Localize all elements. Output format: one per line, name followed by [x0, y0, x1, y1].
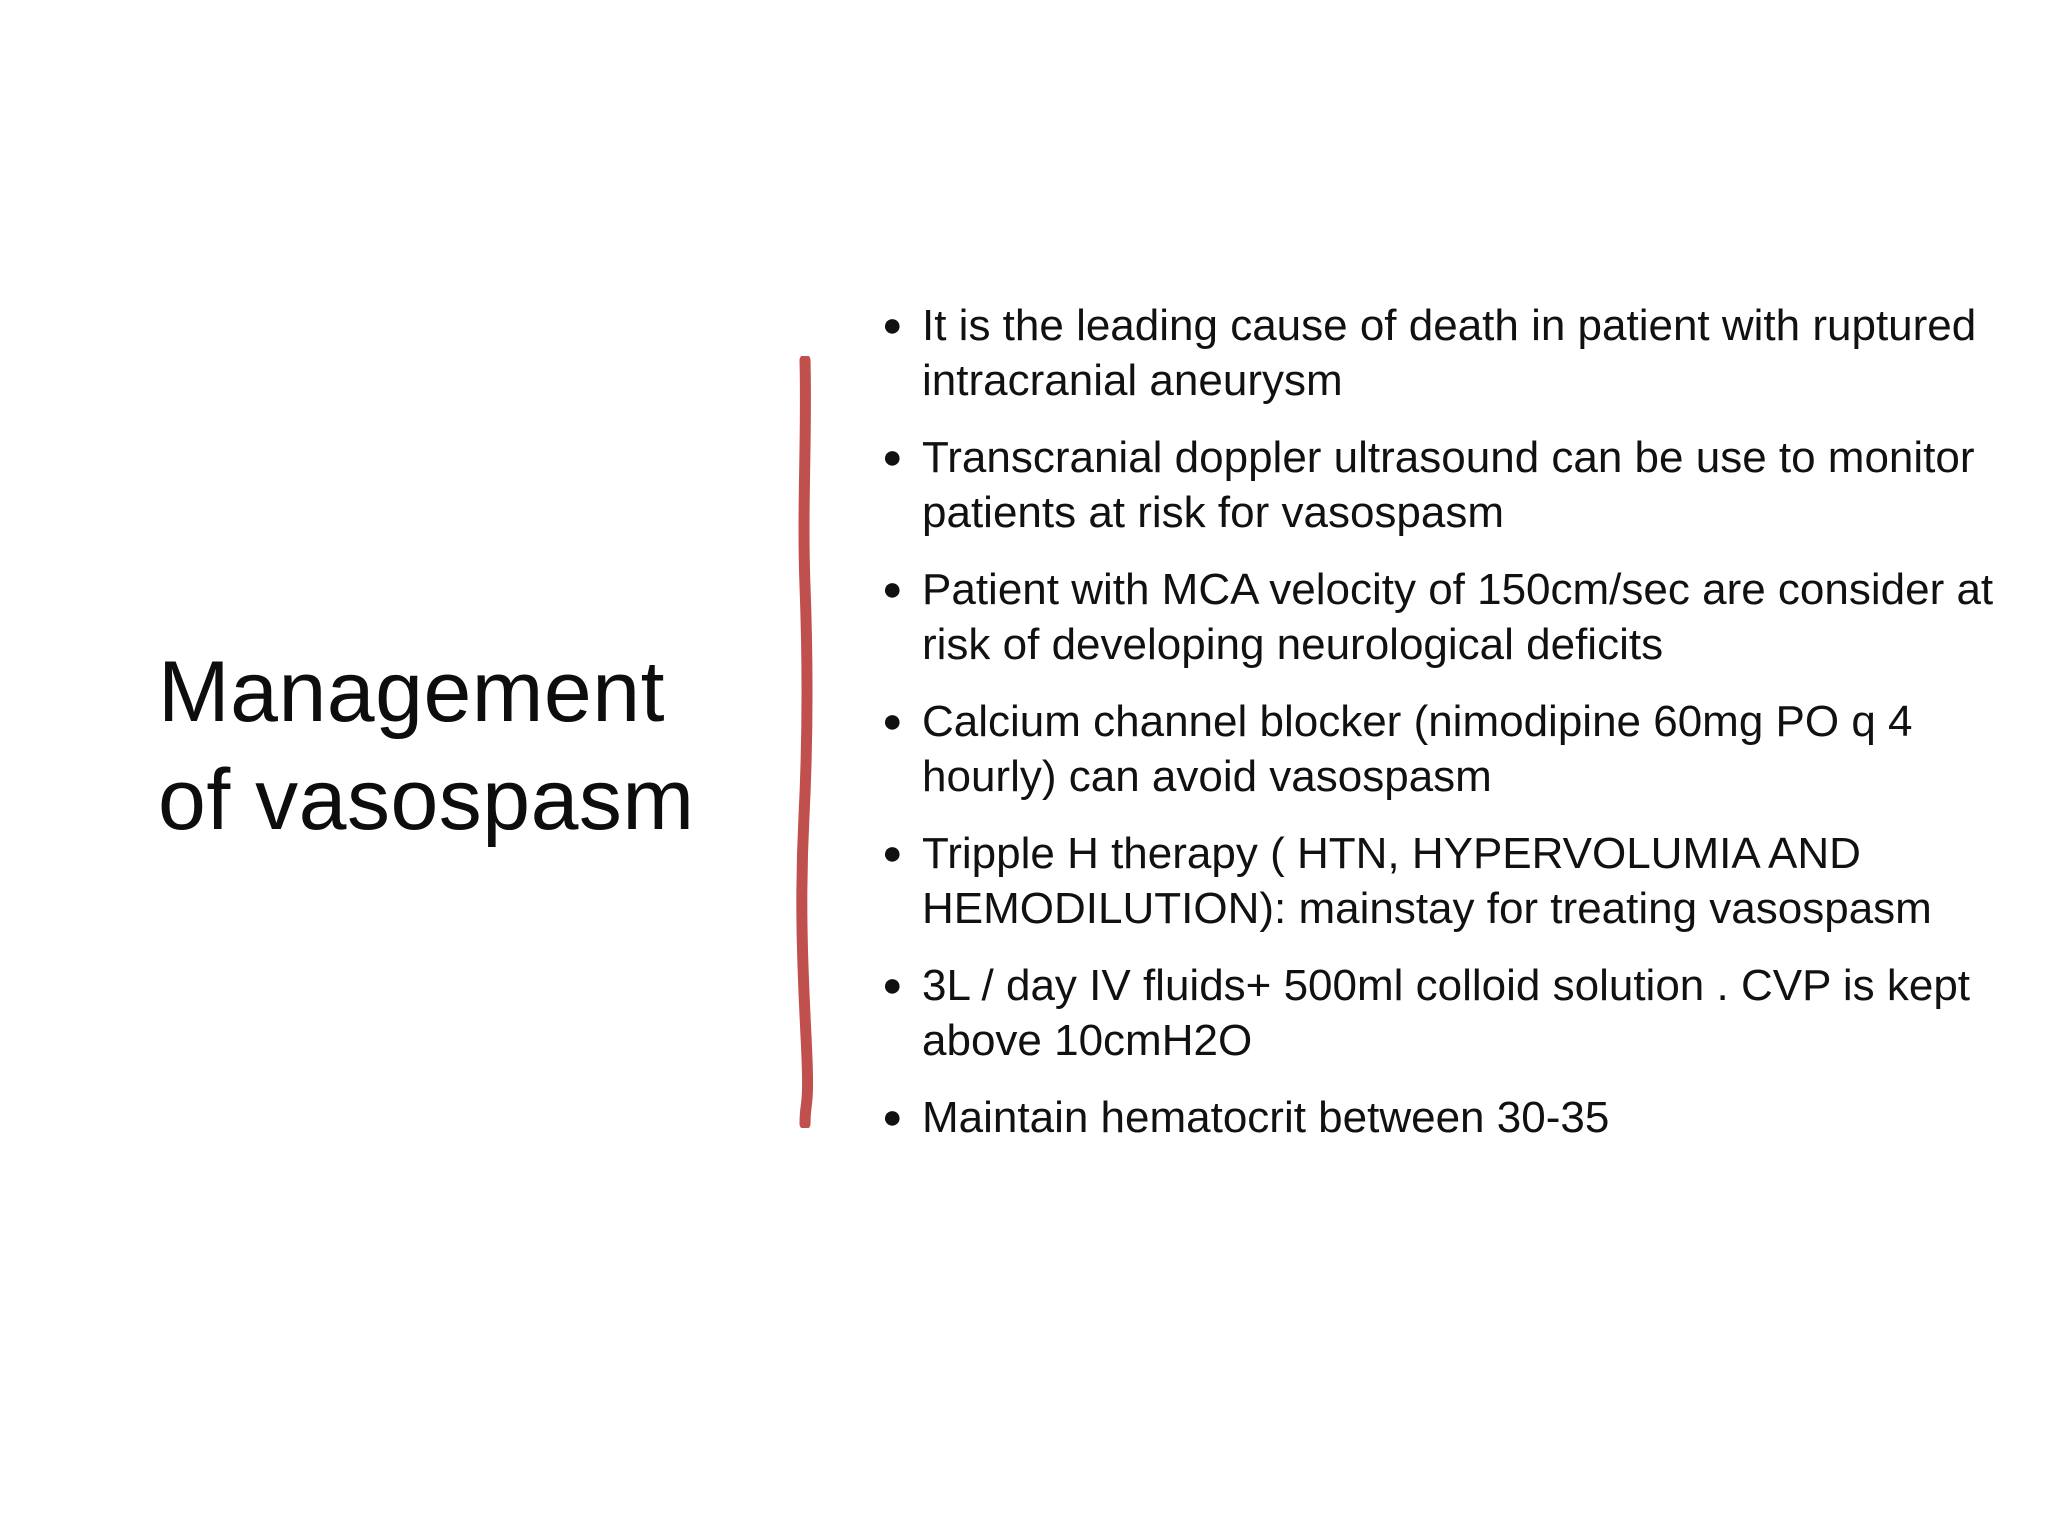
bullet-text: Tripple H therapy ( HTN, HYPERVOLUMIA AND HEMODILUTION): mainstay for treating vasospasm [922, 829, 1932, 933]
bullet-item [882, 1090, 2002, 1145]
bullet-item [882, 958, 2002, 1068]
bullet-item [882, 430, 2002, 540]
divider-line [790, 356, 820, 1128]
bullet-text: Transcranial doppler ultrasound can be use to monitor patients at risk for vasospasm [922, 433, 1975, 537]
slide-title [158, 638, 758, 854]
bullet-icon: ● [882, 438, 903, 476]
bullet-text: Maintain hematocrit between 30-35 [922, 1093, 1610, 1142]
bullet-item [882, 694, 2002, 804]
bullet-icon: ● [882, 1098, 903, 1136]
bullet-item [882, 562, 2002, 672]
bullet-list [882, 298, 2002, 1167]
bullet-text: Patient with MCA velocity of 150cm/sec are consider at risk of developing neurological deficits [922, 565, 1994, 669]
bullet-icon: ● [882, 702, 903, 740]
bullet-icon: ● [882, 834, 903, 872]
bullet-text: Calcium channel blocker (nimodipine 60mg PO q 4 hourly) can avoid vasospasm [922, 697, 1913, 801]
bullet-item [882, 826, 2002, 936]
bullet-icon: ● [882, 306, 903, 344]
bullet-icon: ● [882, 570, 903, 608]
bullet-text: 3L / day IV fluids+ 500ml colloid solution . CVP is kept above 10cmH2O [922, 961, 1971, 1065]
bullet-icon: ● [882, 966, 903, 1004]
divider-stroke [802, 360, 808, 1124]
bullet-item [882, 298, 2002, 408]
bullet-text: It is the leading cause of death in patient with ruptured intracranial aneurysm [922, 301, 1977, 405]
slide-title-line-2: of vasospasm [158, 752, 695, 848]
slide-title-line-1: Management [158, 644, 665, 740]
